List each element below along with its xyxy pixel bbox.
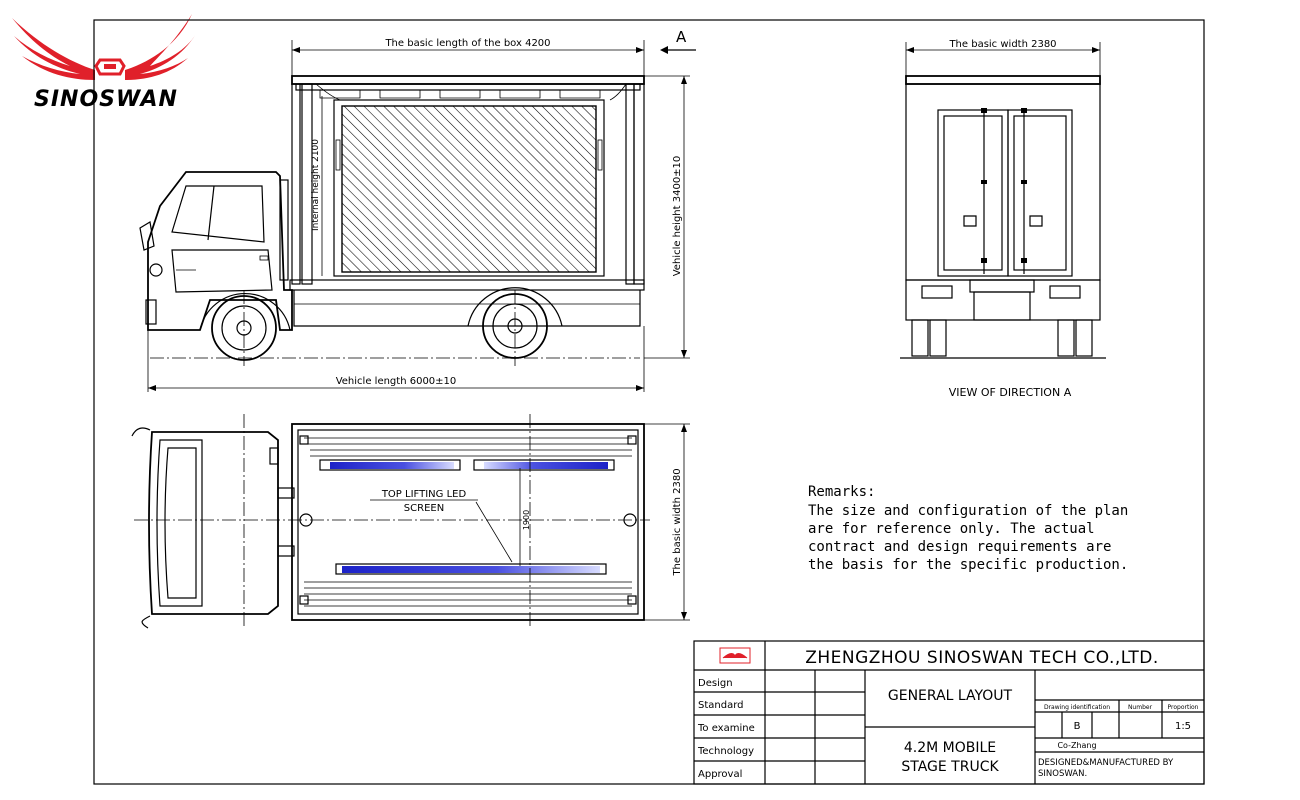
direction-a-marker: A [676,28,687,46]
col-drawing-id: Drawing identification [1043,704,1111,711]
led-screen-side [342,106,596,272]
remarks-line: The size and configuration of the plan [808,503,1129,519]
product-name-line2: STAGE TRUCK [901,759,999,775]
remarks-line: contract and design requirements are [808,539,1112,555]
top-view [132,414,690,628]
remarks-line: are for reference only. The actual [808,521,1095,537]
remarks-heading: Remarks: [808,484,876,500]
row-label-technology: Technology [698,746,755,757]
title-block [694,641,1204,784]
remarks [808,484,1128,573]
inner-dim-label: 1900 [522,509,531,531]
drawing-id-value: B [1073,721,1081,732]
product-name-line1: 4.2M MOBILE [903,740,997,756]
vehicle-length-label: Vehicle length 6000±10 [335,376,457,387]
row-label-design: Design [698,678,733,689]
col-number: Number [1127,704,1153,711]
led-label-line1: TOP LIFTING LED [381,489,467,500]
led-screen-top-right [484,462,608,469]
internal-height-label: Internal height 2100 [311,139,321,231]
rear-width-label: The basic width 2380 [949,39,1057,50]
box-length-label: The basic length of the box 4200 [385,38,551,49]
rear-view [900,39,1106,399]
title-logo-icon [720,648,750,663]
company-name: ZHENGZHOU SINOSWAN TECH CO.,LTD. [805,648,1159,668]
proportion-value: 1:5 [1174,721,1192,732]
row-label-approval: Approval [698,769,743,780]
row-label-standard: Standard [698,700,744,711]
col-proportion: Proportion [1167,704,1199,711]
led-screen-bottom [342,566,600,573]
logo-text: SINOSWAN [34,87,178,112]
row-label-examine: To examine [698,723,755,734]
vehicle-height-label: Vehicle height 3400±10 [672,155,683,277]
designed-by-line1: DESIGNED&MANUFACTURED BY [1038,758,1174,768]
drawing-title: GENERAL LAYOUT [887,688,1013,704]
top-width-label: The basic width 2380 [672,468,683,576]
place-label: Co-Zhang [1057,741,1097,750]
led-label-line2: SCREEN [403,503,445,514]
designed-by-line2: SINOSWAN. [1038,769,1088,779]
side-view [140,28,696,392]
remarks-line: the basis for the specific production. [808,557,1129,573]
wing-logo-icon [12,14,196,80]
sinoswan-logo [12,14,196,112]
led-screen-top-left [330,462,454,469]
rear-view-caption: VIEW OF DIRECTION A [948,386,1072,399]
